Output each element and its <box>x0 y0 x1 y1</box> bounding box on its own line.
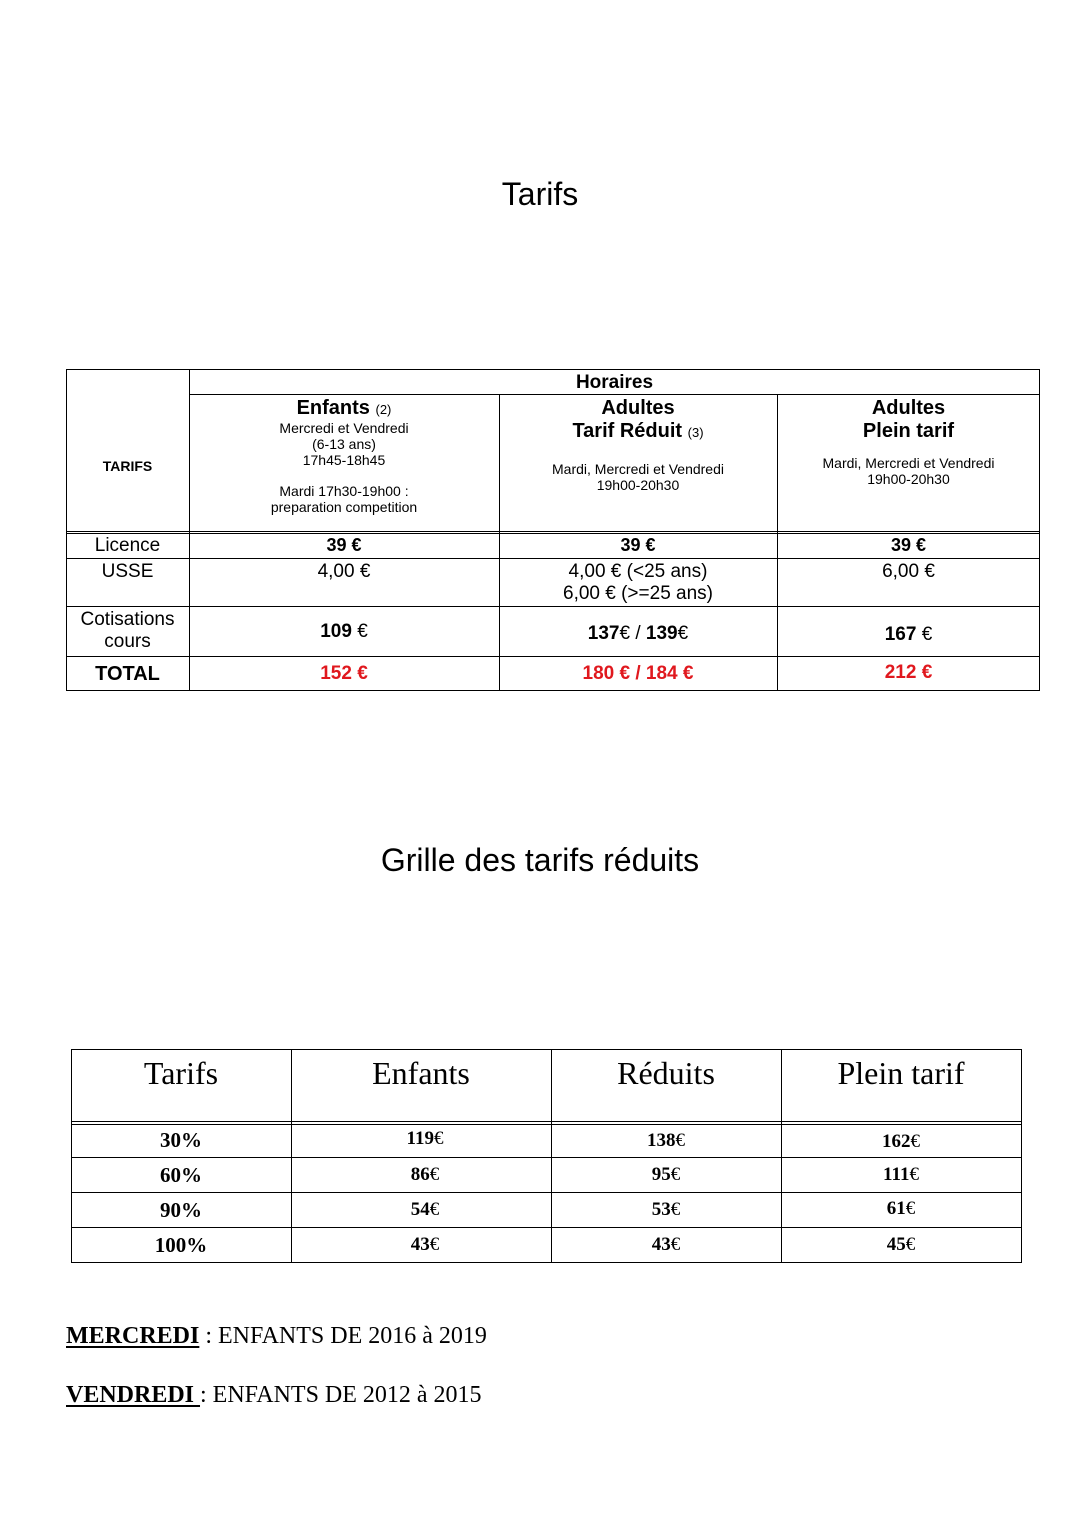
amount: 53 <box>651 1199 671 1220</box>
row-label-licence: Licence <box>94 535 161 556</box>
col-name-2: Tarif Réduit <box>572 420 683 442</box>
schedule-line: preparation competition <box>270 499 418 516</box>
euro-sign: € <box>429 1234 440 1255</box>
amount: 111 <box>883 1164 910 1185</box>
col-note: (3) <box>687 425 704 440</box>
horaires-header: Horaires <box>575 372 654 393</box>
total-enfants: 152 € <box>320 663 368 684</box>
col-name: Adultes <box>601 397 675 419</box>
separator: / <box>635 623 641 644</box>
euro-sign: € <box>905 1234 916 1255</box>
usse-reduit-young: 4,00 € (<25 ans) <box>568 561 708 582</box>
tarifs-label: TARIFS <box>102 458 153 474</box>
licence-reduit: 39 € <box>620 535 656 555</box>
pct-100: 100% <box>154 1233 208 1257</box>
pct-60: 60% <box>160 1163 202 1187</box>
note-text: : ENFANTS DE 2016 à 2019 <box>199 1323 487 1349</box>
amount: 54 <box>410 1199 430 1220</box>
row-label-total: TOTAL <box>95 663 160 685</box>
pct-30: 30% <box>160 1128 202 1152</box>
table-cell <box>781 1164 1021 1186</box>
note-day: MERCREDI <box>66 1323 200 1349</box>
amount: 137 <box>587 623 620 644</box>
row-label-line: cours <box>104 630 151 652</box>
amount: 119 <box>406 1128 434 1149</box>
header-reduits: Réduits <box>617 1055 715 1091</box>
schedule-line: 17h45-18h45 <box>302 452 386 469</box>
amount: 61 <box>886 1198 906 1219</box>
table-cell <box>781 1131 1021 1153</box>
header-enfants: Enfants <box>372 1055 470 1091</box>
table-cell <box>291 1164 551 1186</box>
header-plein-tarif: Plein tarif <box>837 1055 965 1091</box>
licence-plein: 39 € <box>890 535 927 555</box>
amount: 95 <box>651 1164 671 1185</box>
usse-reduit-older: 6,00 € (>=25 ans) <box>563 582 713 604</box>
schedule-line: Mardi, Mercredi et Vendredi <box>822 455 995 471</box>
table-cell <box>291 1234 551 1256</box>
amount: 43 <box>410 1234 430 1255</box>
page-title: Tarifs <box>501 176 579 212</box>
usse-enfants: 4,00 € <box>317 561 371 582</box>
amount: 109 <box>320 621 352 642</box>
euro-sign: € <box>429 1164 440 1185</box>
euro-sign: € <box>677 623 689 644</box>
table-cell <box>781 1234 1021 1256</box>
euro-sign: € <box>670 1164 681 1185</box>
note-text: : ENFANTS DE 2012 à 2015 <box>200 1382 482 1408</box>
schedule-line: 19h00-20h30 <box>867 471 950 488</box>
row-label-usse: USSE <box>101 561 154 582</box>
amount: 167 <box>884 624 917 645</box>
total-plein: 212 € <box>884 662 933 683</box>
amount: 180 € <box>582 663 631 684</box>
amount: 45 <box>886 1234 906 1255</box>
col-note: (2) <box>375 402 392 417</box>
col-name-2: Plein tarif <box>862 420 955 442</box>
amount: 138 <box>647 1130 676 1151</box>
schedule-line: Mardi 17h30-19h00 : <box>279 483 409 500</box>
schedule-line: Mardi, Mercredi et Vendredi <box>552 461 724 477</box>
euro-sign: € <box>921 624 933 645</box>
euro-sign: € <box>429 1199 440 1220</box>
schedule-line: (6-13 ans) <box>312 436 376 453</box>
schedule-line: Mercredi et Vendredi <box>279 420 409 436</box>
euro-sign: € <box>357 621 368 642</box>
schedule-line: 19h00-20h30 <box>596 477 680 494</box>
amount: 43 <box>651 1234 671 1255</box>
licence-enfants: 39 € <box>326 535 362 555</box>
table-cell <box>551 1130 781 1152</box>
pct-90: 90% <box>160 1198 202 1222</box>
col-name: Enfants <box>296 397 370 419</box>
table-cell <box>551 1164 781 1186</box>
col-name: Adultes <box>871 397 946 419</box>
header-tarifs: Tarifs <box>143 1055 219 1091</box>
grille-title: Grille des tarifs réduits <box>380 842 700 878</box>
euro-sign: € <box>909 1164 919 1185</box>
note-mercredi <box>66 1323 487 1350</box>
euro-sign: € <box>905 1198 916 1219</box>
amount: 139 <box>645 623 678 644</box>
amount: 86 <box>410 1164 430 1185</box>
note-vendredi <box>66 1382 482 1409</box>
amount: 184 € <box>645 663 694 684</box>
amount: 162 <box>882 1131 911 1152</box>
table-cell <box>551 1234 781 1256</box>
usse-plein: 6,00 € <box>882 561 935 582</box>
euro-sign: € <box>910 1131 920 1152</box>
row-label-line: Cotisations <box>80 609 175 630</box>
table-cell <box>291 1199 551 1221</box>
separator: / <box>635 663 641 684</box>
note-day: VENDREDI <box>66 1382 201 1408</box>
euro-sign: € <box>670 1199 681 1220</box>
euro-sign: € <box>619 623 631 644</box>
euro-sign: € <box>670 1234 681 1255</box>
table-cell <box>291 1128 551 1150</box>
euro-sign: € <box>675 1130 685 1151</box>
euro-sign: € <box>433 1128 444 1149</box>
table-cell <box>781 1198 1021 1220</box>
table-cell <box>551 1199 781 1221</box>
